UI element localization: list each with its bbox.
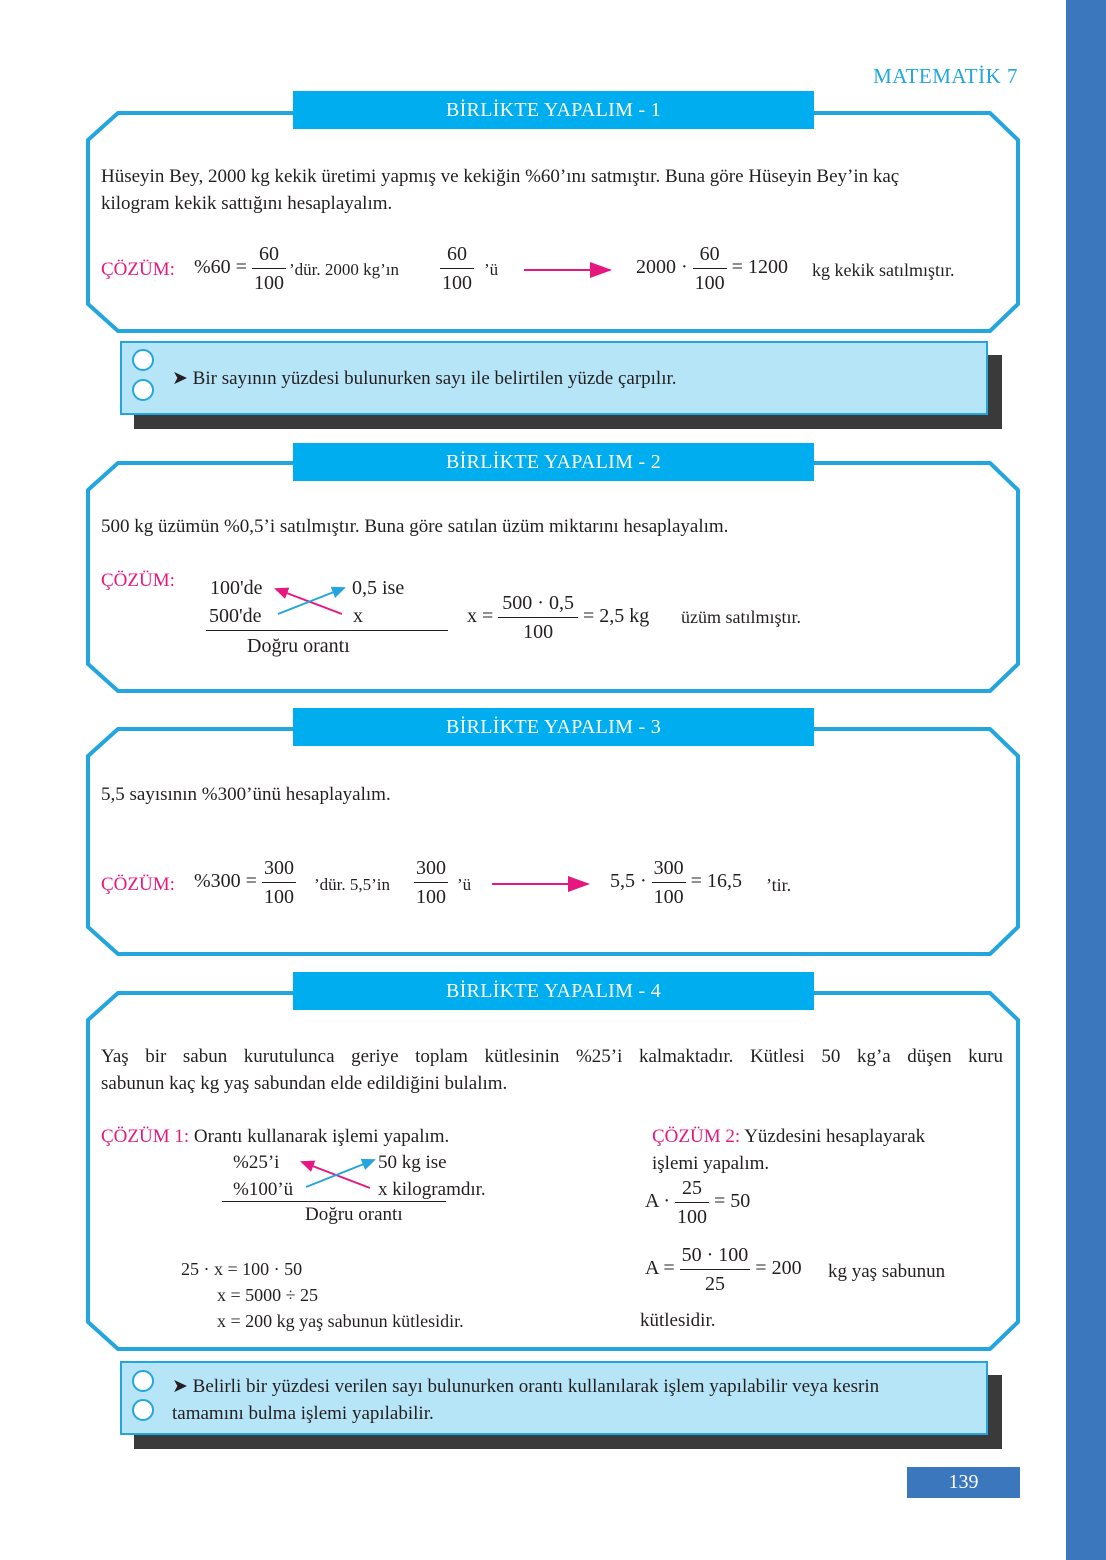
sec4-eq2-a: A =	[645, 1257, 675, 1280]
sec2-problem: 500 kg üzümün %0,5’i satılmıştır. Buna göre satılan üzüm miktarını hesaplayalım.	[101, 516, 729, 537]
sec1-suffix1: ’dür. 2000 kg’ın	[289, 260, 400, 279]
sec4-equation-1	[645, 1174, 750, 1231]
sec2-r2-right: x	[353, 605, 363, 627]
sec1-f1-den: 100	[253, 272, 284, 294]
sec1-problem-line2: kilogram kekik sattığını hesaplayalım.	[101, 193, 393, 214]
box-outline-3	[88, 729, 1018, 954]
section-4-title: BİRLİKTE YAPALIM - 4	[293, 972, 814, 1010]
sec1-fraction-3	[693, 240, 727, 297]
sec2-result: üzüm satılmıştır.	[681, 607, 801, 627]
sec4-r1-right: 50 kg ise	[378, 1152, 447, 1173]
sec4-equation-2	[645, 1241, 802, 1298]
sec1-result: kg kekik satılmıştır.	[812, 260, 955, 280]
sec3-eq-c: = 16,5	[690, 870, 742, 893]
note1-circle-top	[132, 349, 154, 371]
sec4-sol1-intro: Orantı kullanarak işlemi yapalım.	[193, 1126, 450, 1147]
sec1-f1-num: 60	[252, 240, 286, 269]
sec2-r2-left: 500'de	[209, 605, 262, 627]
sec1-f2-num: 60	[440, 240, 474, 269]
sec3-equation-2	[610, 854, 742, 911]
sec4-sol2-label: ÇÖZÜM 2:	[652, 1126, 741, 1147]
page-number: 139	[907, 1467, 1020, 1498]
sec4-eq1-fraction	[675, 1174, 709, 1231]
sec2-eq-res: = 2,5 kg	[582, 605, 650, 628]
sec1-fraction-2	[440, 240, 474, 297]
sec2-f-num: 500 · 0,5	[498, 589, 578, 618]
sec2-proportion-label: Doğru orantı	[247, 635, 350, 657]
sec1-f3-den: 100	[694, 272, 725, 294]
sec1-equation-1	[194, 240, 286, 297]
sec3-problem: 5,5 sayısının %300’ünü hesaplayalım.	[101, 784, 391, 805]
sec4-r2-right: x kilogramdır.	[378, 1179, 486, 1200]
sec2-r1-left: 100'de	[210, 577, 263, 599]
sec4-eq2-num: 50 · 100	[680, 1241, 751, 1270]
sec2-f-den: 100	[523, 621, 554, 643]
sec4-eq2-tail: kg yaş sabunun	[828, 1261, 946, 1282]
sec4-conclusion: kütlesidir.	[640, 1310, 716, 1331]
sec4-step-2: x = 5000 ÷ 25	[217, 1285, 319, 1305]
sec3-eq-b: 5,5 ·	[610, 870, 647, 893]
sec4-r1-left: %25’i	[233, 1152, 280, 1173]
note1-text: ➤ Bir sayının yüzdesi bulunurken sayı ile belirtilen yüzde çarpılır.	[172, 368, 677, 389]
page-header: MATEMATİK 7	[873, 64, 1018, 88]
cross-arrow-blue-sec4	[306, 1160, 374, 1187]
sec4-eq1-den: 100	[677, 1206, 707, 1228]
sec4-sol2-intro1: Yüzdesini hesaplayarak	[744, 1126, 926, 1147]
sec3-suffix2: ’ü	[457, 875, 472, 894]
sec1-equation-2	[636, 240, 788, 297]
note1-circle-bottom	[132, 379, 154, 401]
sec4-eq1-num: 25	[675, 1174, 709, 1203]
sec2-eq-x: x =	[467, 605, 494, 628]
sec4-problem-line2: sabunun kaç kg yaş sabundan elde edildiğini bulalım.	[101, 1073, 508, 1094]
section-1-title: BİRLİKTE YAPALIM - 1	[293, 91, 814, 129]
sec3-fraction-1	[262, 854, 296, 911]
sec1-eq-a: %60 =	[194, 256, 247, 279]
sec3-f1-num: 300	[262, 854, 296, 883]
sec1-fraction-2-wrap	[440, 240, 474, 297]
sec2-r1-right: 0,5 ise	[352, 577, 405, 599]
sec3-eq-a: %300 =	[194, 870, 257, 893]
note2-circle-top	[132, 1370, 154, 1392]
sec1-f2-den: 100	[442, 272, 472, 294]
sec4-step-3: x = 200 kg yaş sabunun kütlesidir.	[217, 1311, 464, 1331]
section-2-title: BİRLİKTE YAPALIM - 2	[293, 443, 814, 481]
sec1-eq-c: = 1200	[731, 256, 788, 279]
sec1-fraction-1	[252, 240, 286, 297]
sec4-sol1-label: ÇÖZÜM 1:	[101, 1126, 190, 1147]
note2-circle-bottom	[132, 1399, 154, 1421]
sec1-solution-label: ÇÖZÜM:	[101, 259, 175, 280]
sec3-fraction-2-wrap	[414, 854, 448, 911]
sec1-suffix2: ’ü	[484, 260, 499, 279]
sec3-fraction-2	[414, 854, 448, 911]
sec3-f3-den: 100	[653, 886, 684, 908]
sec4-eq2-res: = 200	[755, 1257, 802, 1280]
sec1-f3-num: 60	[693, 240, 727, 269]
sec4-eq1-a: A ·	[645, 1190, 670, 1213]
sec2-solution-label: ÇÖZÜM:	[101, 570, 175, 591]
sec3-equation-1	[194, 854, 296, 911]
note2-line1: ➤ Belirli bir yüzdesi verilen sayı bulunurken orantı kullanılarak işlem yapılabilir veya kesrin	[172, 1376, 880, 1397]
sec4-eq2-den: 25	[704, 1273, 725, 1295]
section-3-title: BİRLİKTE YAPALIM - 3	[293, 708, 814, 746]
sec3-result: ’tir.	[766, 875, 792, 895]
sec1-eq-b: 2000 ·	[636, 256, 688, 279]
sec2-fraction	[498, 589, 578, 646]
sec4-step-1: 25 · x = 100 · 50	[181, 1259, 303, 1279]
sec4-proportion-label: Doğru orantı	[305, 1204, 403, 1225]
sec1-problem-line1: Hüseyin Bey, 2000 kg kekik üretimi yapmış ve kekiğin %60’ını satmıştır. Buna göre Hüseyin Bey’in kaç	[101, 166, 900, 187]
sec3-fraction-3	[652, 854, 686, 911]
sec3-f3-num: 300	[652, 854, 686, 883]
sec3-solution-label: ÇÖZÜM:	[101, 874, 175, 895]
sec4-problem-line1: Yaş bir sabun kurutulunca geriye toplam kütlesinin %25’i kalmaktadır. Kütlesi 50 kg’a düşen kuru	[101, 1046, 1003, 1067]
box-outline-1	[88, 113, 1018, 331]
sec4-solution-1-header	[101, 1123, 449, 1150]
sec2-equation	[467, 589, 649, 646]
note2-line2: tamamını bulma işlemi yapılabilir.	[172, 1403, 434, 1424]
sec3-f2-den: 100	[416, 886, 446, 908]
sec4-sol2-intro2: işlemi yapalım.	[652, 1153, 770, 1174]
sec3-f1-den: 100	[263, 886, 294, 908]
sec3-suffix1: ’dür. 5,5’in	[314, 875, 391, 894]
sec4-eq2-fraction	[680, 1241, 751, 1298]
sec4-eq1-res: = 50	[714, 1190, 751, 1213]
sec2-proportion-rule	[206, 630, 448, 631]
sec4-r2-left: %100’ü	[233, 1179, 294, 1200]
sec4-solution-2-header	[652, 1123, 925, 1150]
sec3-f2-num: 300	[414, 854, 448, 883]
